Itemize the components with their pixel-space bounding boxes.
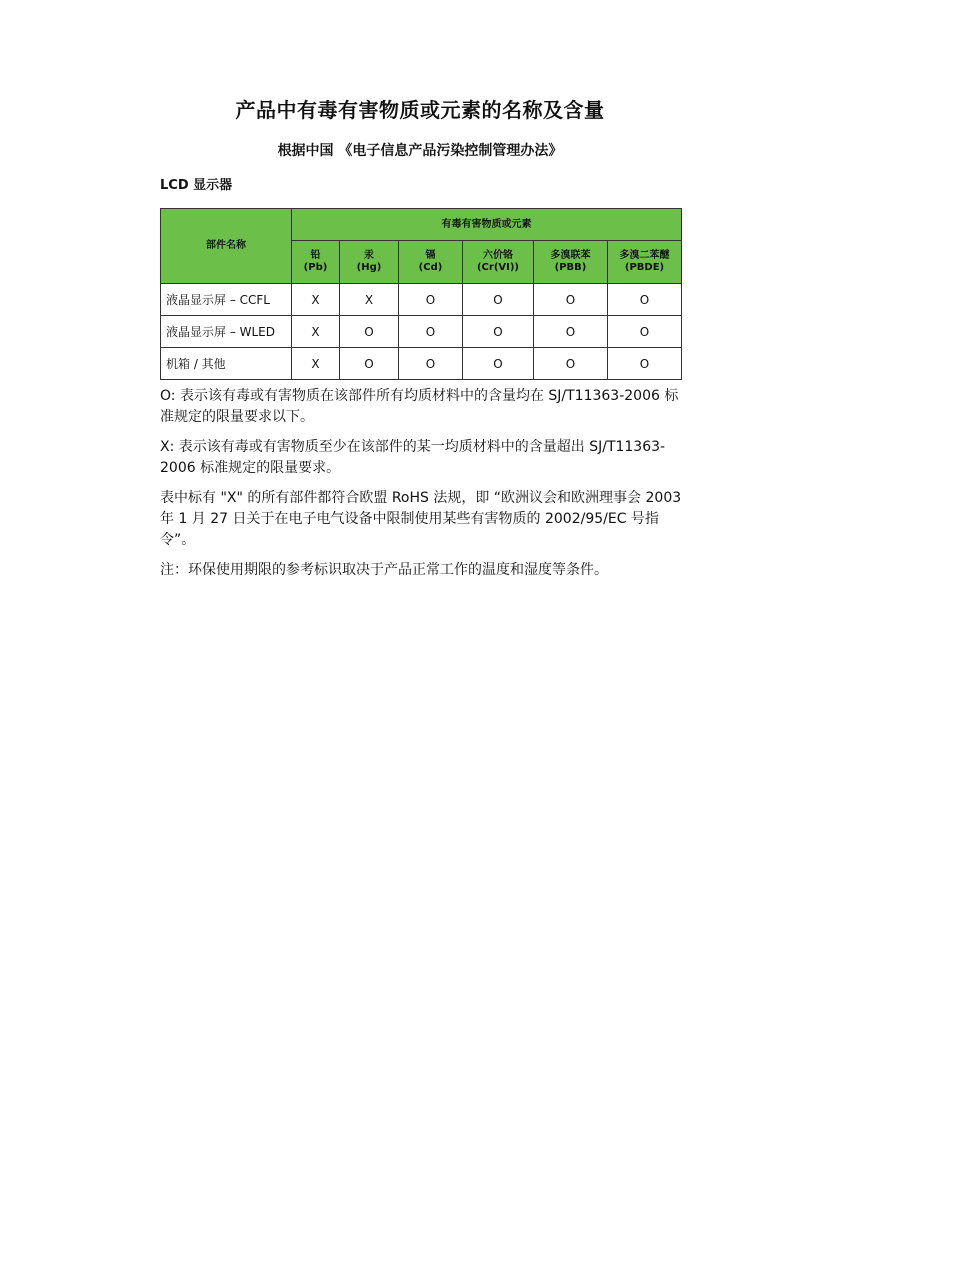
value-cell: O (534, 348, 608, 380)
element-header-cd: 镉 (Cd) (399, 241, 463, 284)
value-cell: O (463, 316, 534, 348)
value-cell: X (292, 316, 340, 348)
element-header-pb: 铅 (Pb) (292, 241, 340, 284)
value-cell: X (340, 284, 399, 316)
substances-group-header: 有毒有害物质或元素 (292, 209, 682, 241)
page-subtitle: 根据中国 《电子信息产品污染控制管理办法》 (277, 143, 563, 159)
part-name-cell: 机箱 / 其他 (161, 348, 292, 380)
element-header-cr: 六价铬 (Cr(VI)) (463, 241, 534, 284)
element-header-pbb: 多溴联苯 (PBB) (534, 241, 608, 284)
legend-o: O: 表示该有毒或有害物质在该部件所有均质材料中的含量均在 SJ/T11363-2006 标准规定的限量要求以下。 (160, 388, 679, 425)
value-cell: O (608, 316, 682, 348)
part-name-cell: 液晶显示屏 – WLED (161, 316, 292, 348)
page-title: 产品中有毒有害物质或元素的名称及含量 (235, 98, 605, 122)
element-header-pbde: 多溴二苯醚 (PBDE) (608, 241, 682, 284)
value-cell: O (608, 284, 682, 316)
value-cell: O (534, 316, 608, 348)
environment-note: 注：环保使用期限的参考标识取决于产品正常工作的温度和湿度等条件。 (160, 562, 608, 578)
value-cell: O (534, 284, 608, 316)
hazardous-substances-table (160, 208, 682, 380)
element-header-hg: 汞 (Hg) (340, 241, 399, 284)
table-row (161, 284, 682, 316)
value-cell: O (463, 348, 534, 380)
value-cell: O (463, 284, 534, 316)
value-cell: O (399, 316, 463, 348)
value-cell: O (340, 348, 399, 380)
value-cell: O (340, 316, 399, 348)
value-cell: O (399, 284, 463, 316)
section-label: LCD 显示器 (160, 178, 233, 193)
value-cell: X (292, 284, 340, 316)
rohs-note: 表中标有 "X" 的所有部件都符合欧盟 RoHS 法规，即 “欧洲议会和欧洲理事会 2003 年 1 月 27 日关于在电子电气设备中限制使用某些有害物质的 2002/95/EC 号指令”。 (160, 490, 682, 548)
value-cell: O (608, 348, 682, 380)
table-row (161, 348, 682, 380)
part-name-cell: 液晶显示屏 – CCFL (161, 284, 292, 316)
part-name-header: 部件名称 (161, 209, 292, 284)
table-row (161, 316, 682, 348)
legend-x: X: 表示该有毒或有害物质至少在该部件的某一均质材料中的含量超出 SJ/T11363-2006 标准规定的限量要求。 (160, 439, 666, 476)
value-cell: O (399, 348, 463, 380)
value-cell: X (292, 348, 340, 380)
